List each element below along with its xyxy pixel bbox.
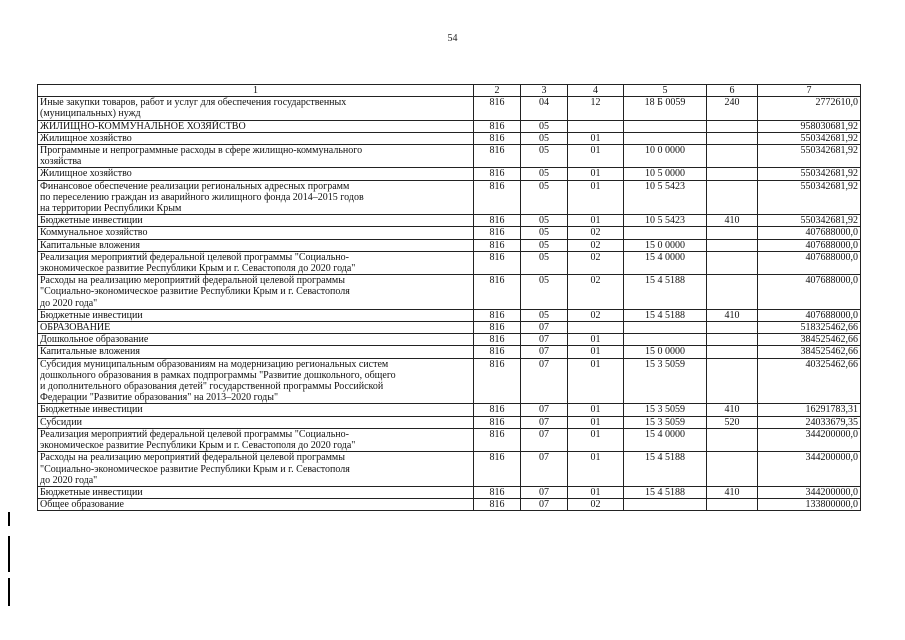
table-row	[38, 168, 861, 180]
section-code: 05	[521, 251, 568, 274]
table-row	[38, 227, 861, 239]
section-code: 05	[521, 239, 568, 251]
subsection-code	[568, 322, 624, 334]
table-header-row	[38, 85, 861, 97]
amount: 550342681,92	[758, 215, 861, 227]
expense-type	[707, 275, 758, 310]
column-header: 6	[707, 85, 758, 97]
subsection-code: 01	[568, 334, 624, 346]
section-code: 07	[521, 358, 568, 404]
amount: 407688000,0	[758, 309, 861, 321]
target-article	[624, 322, 707, 334]
amount: 550342681,92	[758, 168, 861, 180]
target-article	[624, 132, 707, 144]
row-name: Коммунальное хозяйство	[38, 227, 474, 239]
column-header: 2	[474, 85, 521, 97]
table-row	[38, 499, 861, 511]
expense-type	[707, 180, 758, 215]
section-code: 05	[521, 275, 568, 310]
expense-type	[707, 346, 758, 358]
amount: 24033679,35	[758, 416, 861, 428]
table-row	[38, 486, 861, 498]
expense-type: 410	[707, 215, 758, 227]
expense-type: 410	[707, 404, 758, 416]
expense-type: 240	[707, 97, 758, 120]
table-row	[38, 452, 861, 487]
margin-mark	[8, 578, 10, 606]
expense-type	[707, 452, 758, 487]
admin-code: 816	[474, 334, 521, 346]
section-code: 04	[521, 97, 568, 120]
expense-type: 410	[707, 486, 758, 498]
target-article: 15 4 0000	[624, 428, 707, 451]
target-article: 10 5 0000	[624, 168, 707, 180]
subsection-code: 02	[568, 251, 624, 274]
amount: 344200000,0	[758, 486, 861, 498]
section-code: 07	[521, 428, 568, 451]
subsection-code: 02	[568, 309, 624, 321]
section-code: 07	[521, 404, 568, 416]
subsection-code: 02	[568, 499, 624, 511]
expense-type	[707, 334, 758, 346]
section-code: 05	[521, 215, 568, 227]
column-header: 1	[38, 85, 474, 97]
amount: 407688000,0	[758, 239, 861, 251]
admin-code: 816	[474, 452, 521, 487]
amount: 518325462,66	[758, 322, 861, 334]
target-article: 15 4 5188	[624, 486, 707, 498]
admin-code: 816	[474, 251, 521, 274]
admin-code: 816	[474, 180, 521, 215]
section-code: 05	[521, 309, 568, 321]
table-row	[38, 322, 861, 334]
admin-code: 816	[474, 404, 521, 416]
row-name: Расходы на реализацию мероприятий федеральной целевой программы "Социально-экономическое развитие Республики Крым и г. Севастополя до 2020 года"	[38, 452, 474, 487]
target-article: 15 3 5059	[624, 416, 707, 428]
admin-code: 816	[474, 215, 521, 227]
table-row	[38, 416, 861, 428]
row-name: Реализация мероприятий федеральной целевой программы "Социально- экономическое развитие Республики Крым и г. Севастополя до 2020 года"	[38, 428, 474, 451]
expense-type	[707, 251, 758, 274]
subsection-code: 02	[568, 275, 624, 310]
section-code: 07	[521, 334, 568, 346]
budget-table	[37, 84, 861, 511]
amount: 550342681,92	[758, 132, 861, 144]
admin-code: 816	[474, 358, 521, 404]
admin-code: 816	[474, 428, 521, 451]
table-row	[38, 428, 861, 451]
admin-code: 816	[474, 227, 521, 239]
table-row	[38, 334, 861, 346]
amount: 407688000,0	[758, 275, 861, 310]
subsection-code: 01	[568, 452, 624, 487]
admin-code: 816	[474, 239, 521, 251]
expense-type	[707, 120, 758, 132]
table-row	[38, 275, 861, 310]
amount: 40325462,66	[758, 358, 861, 404]
subsection-code: 01	[568, 404, 624, 416]
table-row	[38, 251, 861, 274]
target-article: 15 3 5059	[624, 404, 707, 416]
row-name: Финансовое обеспечение реализации региональных адресных программ по переселению граждан из аварийного жилищного фонда 2014–2015 годов на территории Республики Крым	[38, 180, 474, 215]
expense-type	[707, 168, 758, 180]
subsection-code: 01	[568, 486, 624, 498]
section-code: 05	[521, 168, 568, 180]
admin-code: 816	[474, 145, 521, 168]
row-name: Бюджетные инвестиции	[38, 215, 474, 227]
row-name: Реализация мероприятий федеральной целевой программы "Социально- экономическое развитие Республики Крым и г. Севастополя до 2020 года"	[38, 251, 474, 274]
subsection-code: 01	[568, 346, 624, 358]
margin-mark	[8, 536, 10, 572]
target-article: 15 4 5188	[624, 309, 707, 321]
table-row	[38, 346, 861, 358]
table-row	[38, 239, 861, 251]
subsection-code: 02	[568, 227, 624, 239]
column-header: 5	[624, 85, 707, 97]
table-row	[38, 97, 861, 120]
amount: 550342681,92	[758, 145, 861, 168]
target-article	[624, 334, 707, 346]
amount: 344200000,0	[758, 452, 861, 487]
subsection-code: 01	[568, 428, 624, 451]
section-code: 07	[521, 346, 568, 358]
column-header: 4	[568, 85, 624, 97]
section-code: 05	[521, 180, 568, 215]
expense-type	[707, 428, 758, 451]
table-row	[38, 145, 861, 168]
row-name: Общее образование	[38, 499, 474, 511]
target-article: 10 0 0000	[624, 145, 707, 168]
admin-code: 816	[474, 486, 521, 498]
table-row	[38, 404, 861, 416]
subsection-code: 02	[568, 239, 624, 251]
section-code: 07	[521, 322, 568, 334]
section-code: 07	[521, 452, 568, 487]
subsection-code: 01	[568, 168, 624, 180]
admin-code: 816	[474, 322, 521, 334]
row-name: ОБРАЗОВАНИЕ	[38, 322, 474, 334]
expense-type	[707, 145, 758, 168]
section-code: 07	[521, 499, 568, 511]
target-article: 15 4 5188	[624, 275, 707, 310]
row-name: Дошкольное образование	[38, 334, 474, 346]
target-article: 10 5 5423	[624, 215, 707, 227]
row-name: Жилищное хозяйство	[38, 168, 474, 180]
row-name: Субсидии	[38, 416, 474, 428]
row-name: Жилищное хозяйство	[38, 132, 474, 144]
section-code: 05	[521, 227, 568, 239]
section-code: 05	[521, 120, 568, 132]
table-row	[38, 120, 861, 132]
admin-code: 816	[474, 168, 521, 180]
section-code: 07	[521, 416, 568, 428]
admin-code: 816	[474, 120, 521, 132]
amount: 550342681,92	[758, 180, 861, 215]
expense-type	[707, 499, 758, 511]
row-name: Бюджетные инвестиции	[38, 404, 474, 416]
table-row	[38, 215, 861, 227]
target-article: 15 4 0000	[624, 251, 707, 274]
row-name: Бюджетные инвестиции	[38, 309, 474, 321]
expense-type: 410	[707, 309, 758, 321]
subsection-code: 01	[568, 132, 624, 144]
amount: 407688000,0	[758, 227, 861, 239]
section-code: 05	[521, 132, 568, 144]
table-row	[38, 180, 861, 215]
row-name: Капитальные вложения	[38, 239, 474, 251]
expense-type: 520	[707, 416, 758, 428]
table-body	[38, 97, 861, 511]
admin-code: 816	[474, 309, 521, 321]
table-row	[38, 132, 861, 144]
target-article: 15 0 0000	[624, 239, 707, 251]
target-article: 15 3 5059	[624, 358, 707, 404]
expense-type	[707, 358, 758, 404]
subsection-code: 01	[568, 145, 624, 168]
row-name: ЖИЛИЩНО-КОММУНАЛЬНОЕ ХОЗЯЙСТВО	[38, 120, 474, 132]
row-name: Капитальные вложения	[38, 346, 474, 358]
admin-code: 816	[474, 97, 521, 120]
subsection-code: 01	[568, 180, 624, 215]
row-name: Расходы на реализацию мероприятий федеральной целевой программы "Социально-экономическое развитие Республики Крым и г. Севастополя до 2020 года"	[38, 275, 474, 310]
expense-type	[707, 239, 758, 251]
row-name: Субсидия муниципальным образованиям на модернизацию региональных систем дошкольного образования в рамках подпрограммы "Развитие дошкольного, общего и дополнительного образования детей" государственной программы Российской Федерации "Развитие образования" на 2013–2020 годы"	[38, 358, 474, 404]
target-article	[624, 227, 707, 239]
subsection-code: 01	[568, 215, 624, 227]
subsection-code: 01	[568, 416, 624, 428]
expense-type	[707, 322, 758, 334]
margin-mark	[8, 512, 10, 526]
admin-code: 816	[474, 416, 521, 428]
expense-type	[707, 132, 758, 144]
amount: 384525462,66	[758, 334, 861, 346]
admin-code: 816	[474, 346, 521, 358]
target-article: 15 4 5188	[624, 452, 707, 487]
amount: 16291783,31	[758, 404, 861, 416]
target-article: 15 0 0000	[624, 346, 707, 358]
expense-type	[707, 227, 758, 239]
amount: 2772610,0	[758, 97, 861, 120]
subsection-code: 01	[568, 358, 624, 404]
section-code: 05	[521, 145, 568, 168]
admin-code: 816	[474, 275, 521, 310]
amount: 133800000,0	[758, 499, 861, 511]
page-number: 54	[447, 33, 458, 44]
column-header: 7	[758, 85, 861, 97]
column-header: 3	[521, 85, 568, 97]
target-article	[624, 499, 707, 511]
admin-code: 816	[474, 499, 521, 511]
amount: 344200000,0	[758, 428, 861, 451]
admin-code: 816	[474, 132, 521, 144]
table-row	[38, 358, 861, 404]
row-name: Программные и непрограммные расходы в сфере жилищно-коммунального хозяйства	[38, 145, 474, 168]
target-article: 18 Б 0059	[624, 97, 707, 120]
target-article: 10 5 5423	[624, 180, 707, 215]
subsection-code: 12	[568, 97, 624, 120]
table-row	[38, 309, 861, 321]
subsection-code	[568, 120, 624, 132]
section-code: 07	[521, 486, 568, 498]
amount: 958030681,92	[758, 120, 861, 132]
amount: 407688000,0	[758, 251, 861, 274]
row-name: Иные закупки товаров, работ и услуг для обеспечения государственных (муниципальных) нужд	[38, 97, 474, 120]
row-name: Бюджетные инвестиции	[38, 486, 474, 498]
amount: 384525462,66	[758, 346, 861, 358]
target-article	[624, 120, 707, 132]
